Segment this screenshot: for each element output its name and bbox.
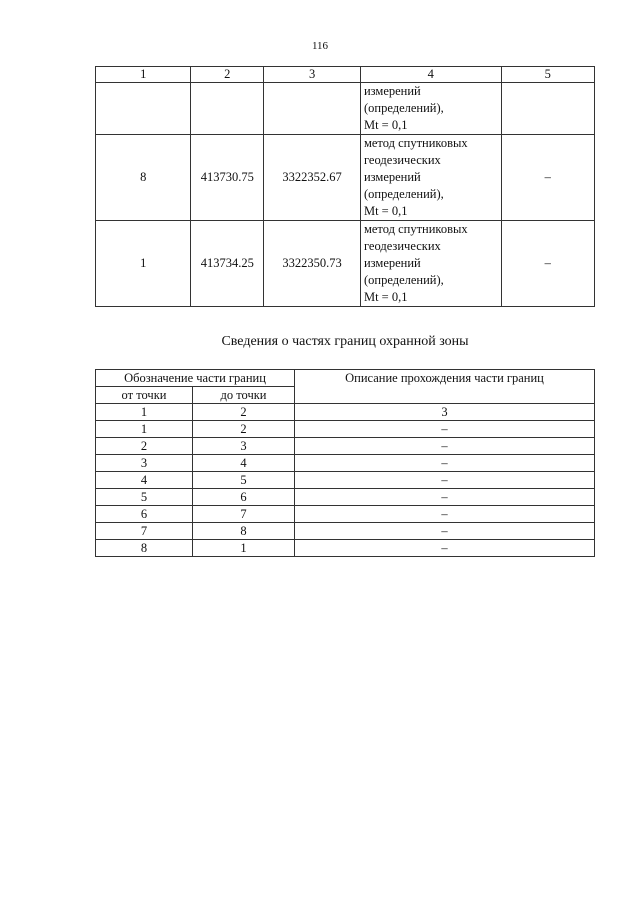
- section-title: Сведения о частях границ охранной зоны: [221, 334, 469, 349]
- method-cell: [360, 135, 501, 221]
- cell-empty: [191, 83, 264, 135]
- from-point: 1: [96, 421, 193, 438]
- method-line: геодезических: [363, 239, 441, 253]
- col-header-4: 4: [360, 67, 501, 83]
- method-line: Mt = 0,1: [363, 118, 408, 132]
- numbering-cell: 3: [295, 404, 595, 421]
- method-line: метод спутниковых: [363, 136, 468, 150]
- method-line: измерений: [363, 256, 421, 270]
- method-line: геодезических: [363, 153, 441, 167]
- point-number: 1: [96, 221, 191, 307]
- col-header-3: 3: [264, 67, 361, 83]
- boundary-description: –: [295, 523, 595, 540]
- from-point: 8: [96, 540, 193, 557]
- method-line: метод спутниковых: [363, 222, 468, 236]
- table-row: [96, 135, 595, 221]
- col5-value: –: [501, 221, 594, 307]
- from-point: 3: [96, 455, 193, 472]
- method-cell: [360, 83, 501, 135]
- to-point: 7: [193, 506, 295, 523]
- boundary-parts-table: [95, 369, 595, 557]
- from-point: 2: [96, 438, 193, 455]
- to-point-header: до точки: [193, 387, 295, 404]
- boundary-description: –: [295, 421, 595, 438]
- col-header-2: 2: [191, 67, 264, 83]
- from-point-header: от точки: [96, 387, 193, 404]
- boundary-designation-header: Обозначение части границ: [96, 370, 295, 387]
- boundary-description: –: [295, 472, 595, 489]
- method-line: (определений),: [363, 273, 444, 287]
- method-line: Mt = 0,1: [363, 204, 408, 218]
- boundary-description: –: [295, 438, 595, 455]
- x-coordinate: 413734.25: [191, 221, 264, 307]
- cell-empty: [501, 83, 594, 135]
- numbering-cell: 2: [193, 404, 295, 421]
- numbering-row: [96, 404, 595, 421]
- table-row-continued: [96, 83, 595, 135]
- col5-value: –: [501, 135, 594, 221]
- cell-empty: [264, 83, 361, 135]
- table-row: [96, 455, 595, 472]
- table-row: [96, 540, 595, 557]
- method-line: (определений),: [363, 101, 444, 115]
- table-row: [96, 472, 595, 489]
- page-number: 116: [311, 40, 329, 52]
- from-point: 4: [96, 472, 193, 489]
- from-point: 6: [96, 506, 193, 523]
- method-line: измерений: [363, 170, 421, 184]
- from-point: 7: [96, 523, 193, 540]
- to-point: 8: [193, 523, 295, 540]
- boundary-table-header-row: [96, 370, 595, 387]
- table-row: [96, 506, 595, 523]
- method-line: измерений: [363, 84, 421, 98]
- to-point: 1: [193, 540, 295, 557]
- point-number: 8: [96, 135, 191, 221]
- boundary-description: –: [295, 455, 595, 472]
- to-point: 2: [193, 421, 295, 438]
- coordinates-table-header-row: [96, 67, 595, 83]
- x-coordinate: 413730.75: [191, 135, 264, 221]
- boundary-description-header: Описание прохождения части границ: [295, 370, 595, 404]
- table-row: [96, 221, 595, 307]
- boundary-description: –: [295, 489, 595, 506]
- boundary-description: –: [295, 540, 595, 557]
- coordinates-table: [95, 66, 595, 307]
- y-coordinate: 3322352.67: [264, 135, 361, 221]
- table-row: [96, 489, 595, 506]
- col-header-5: 5: [501, 67, 594, 83]
- table-row: [96, 523, 595, 540]
- method-line: (определений),: [363, 187, 444, 201]
- to-point: 5: [193, 472, 295, 489]
- to-point: 6: [193, 489, 295, 506]
- table-row: [96, 438, 595, 455]
- method-cell: [360, 221, 501, 307]
- y-coordinate: 3322350.73: [264, 221, 361, 307]
- cell-empty: [96, 83, 191, 135]
- method-line: Mt = 0,1: [363, 290, 408, 304]
- numbering-cell: 1: [96, 404, 193, 421]
- boundary-description: –: [295, 506, 595, 523]
- to-point: 4: [193, 455, 295, 472]
- col-header-1: 1: [96, 67, 191, 83]
- to-point: 3: [193, 438, 295, 455]
- from-point: 5: [96, 489, 193, 506]
- table-row: [96, 421, 595, 438]
